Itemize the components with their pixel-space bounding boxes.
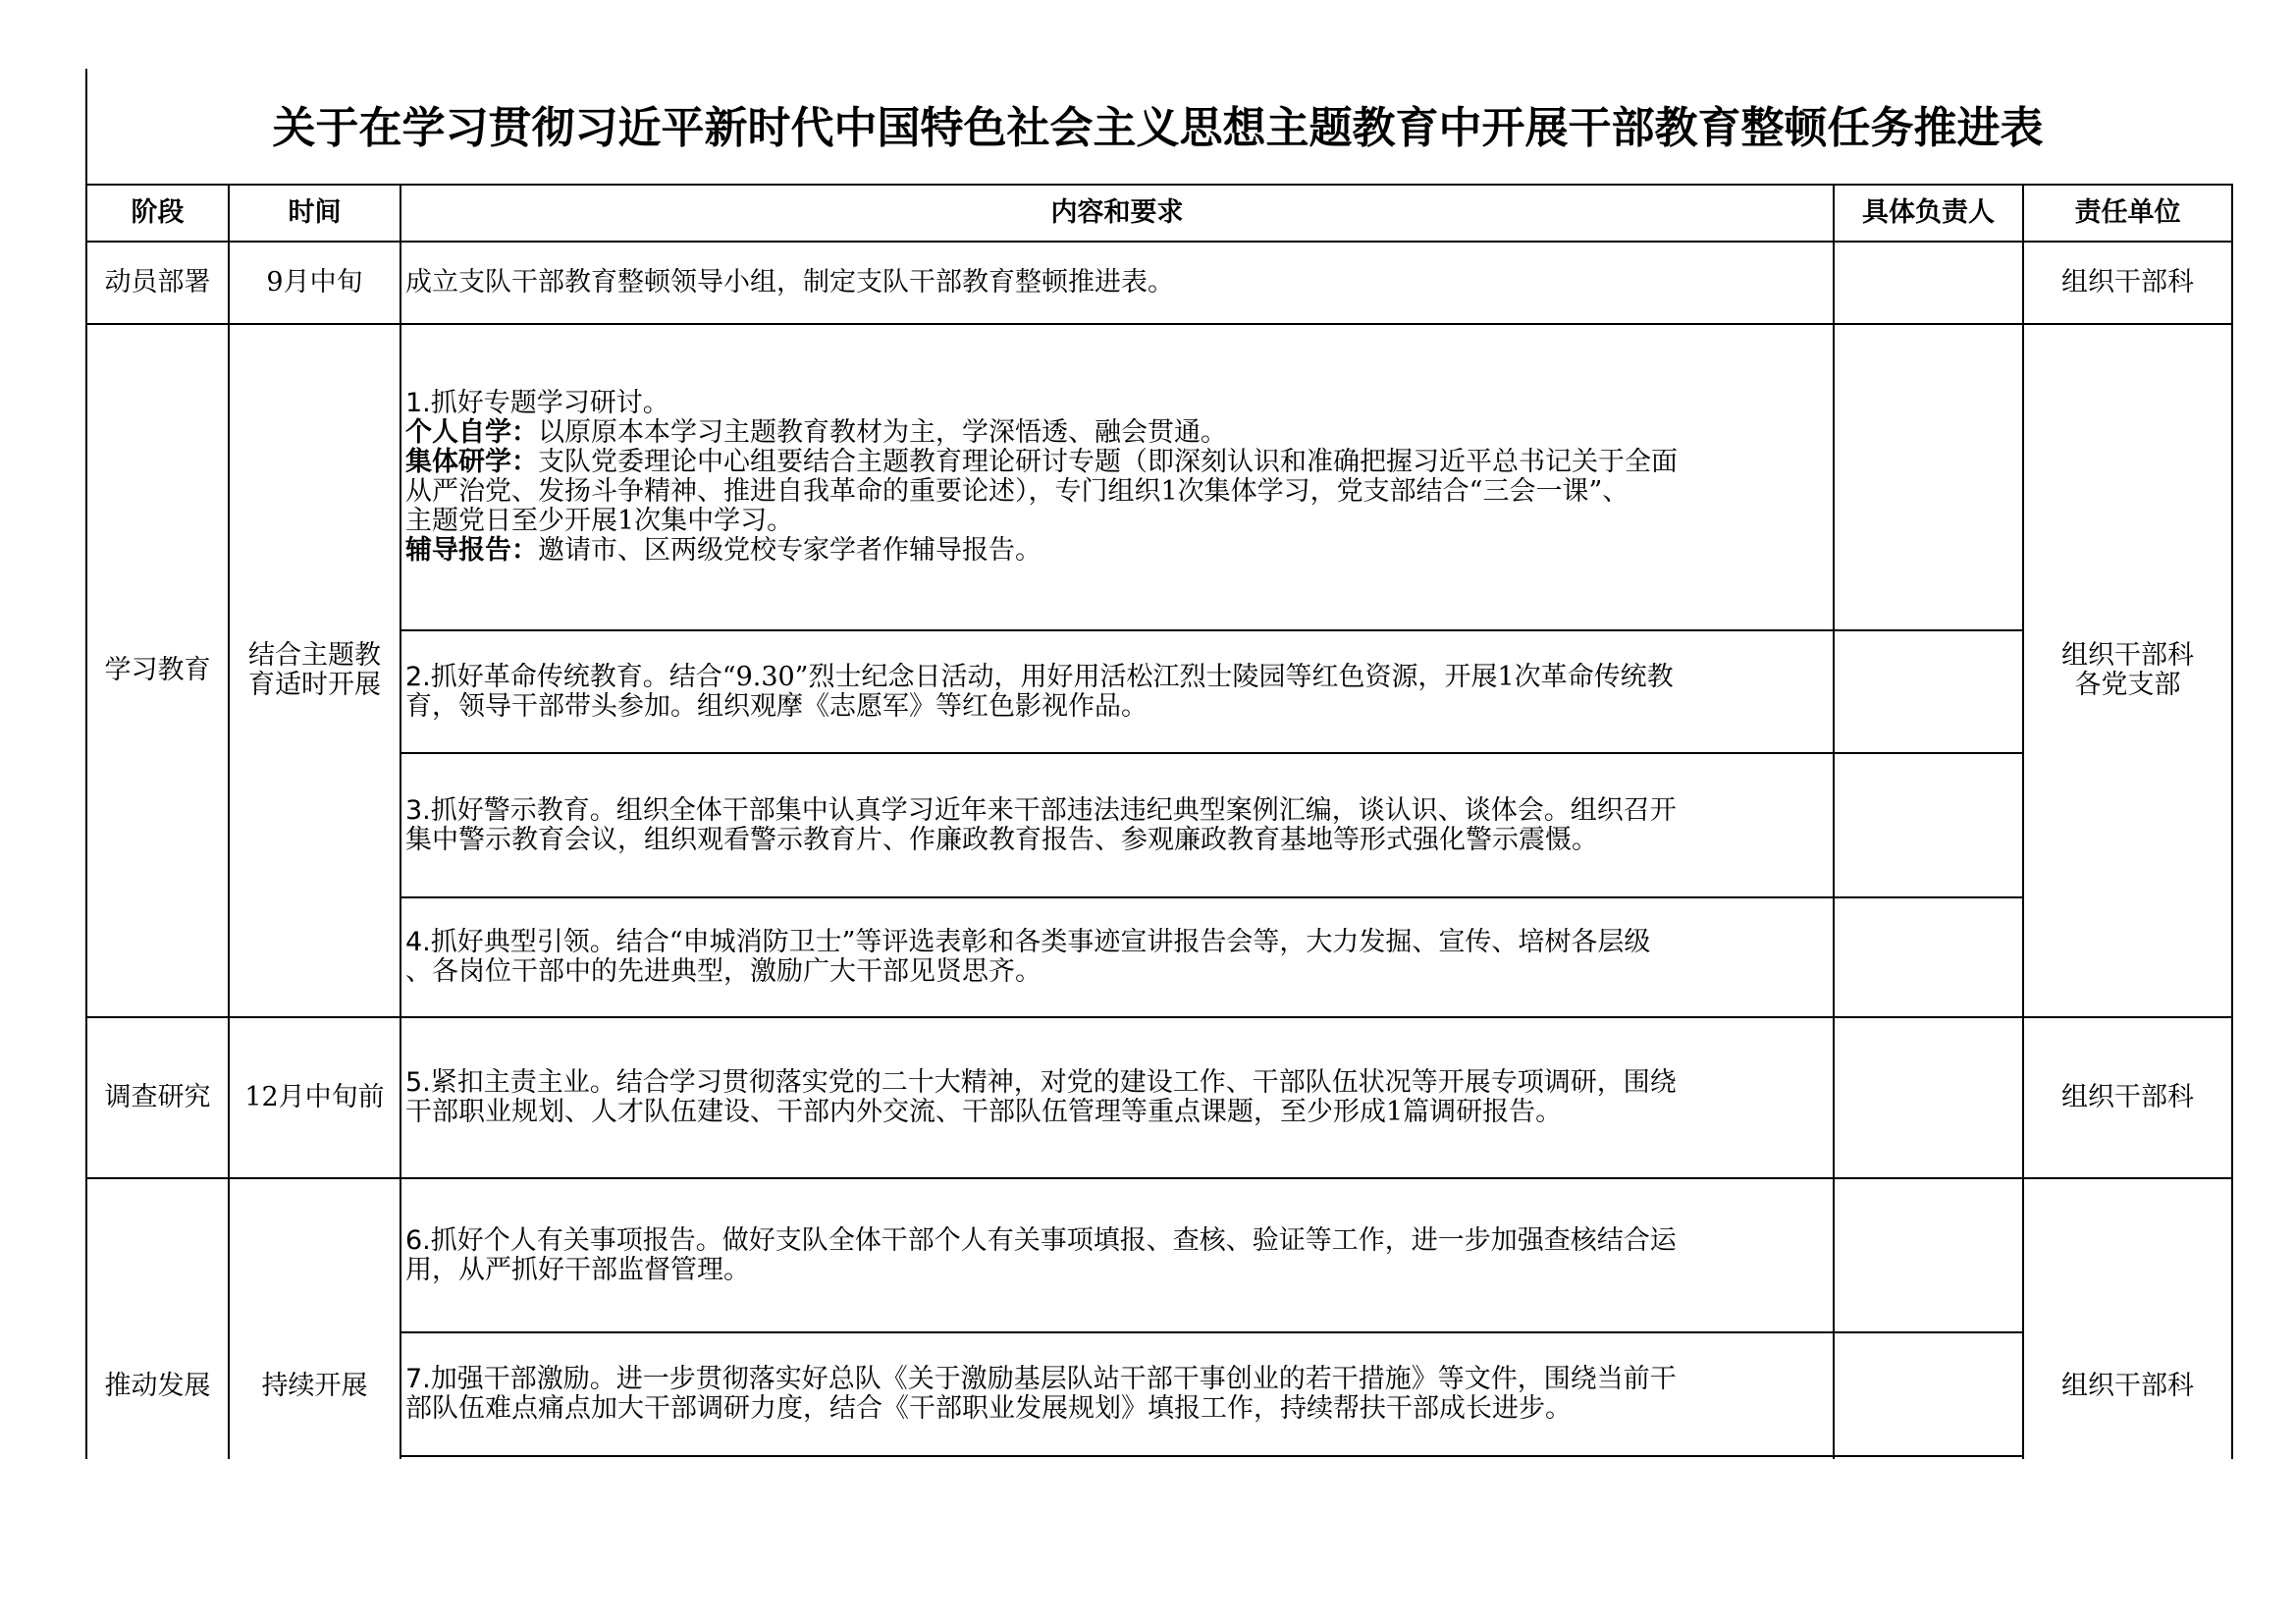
content-cell [400,1456,1834,1459]
content-line: 干部职业规划、人才队伍建设、干部内外交流、干部队伍管理等重点课题，至少形成1篇调研报告。 [405,1097,1563,1127]
content-line: 主题党日至少开展1次集中学习。 [405,506,794,536]
header-content: 内容和要求 [400,185,1834,242]
content-cell [400,897,1834,1017]
unit-cell-line: 组织干部科 [2061,640,2194,671]
content-line [405,1226,1829,1256]
time-cell: 9月中旬 [229,242,400,324]
item-text: 邀请市、区两级党校专家学者作辅导报告。 [538,535,1041,566]
stage-cell: 动员部署 [86,242,229,324]
stage-cell: 调查研究 [86,1017,229,1178]
content-line [405,536,1829,566]
content-line: 集中警示教育会议，组织观看警示教育片、作廉政教育报告、参观廉政教育基地等形式强化警示震慑。 [405,824,1598,855]
item-number: 1. [405,388,431,418]
content-cell [400,753,1834,897]
person-cell [1834,1017,2023,1178]
content-cell [400,630,1834,753]
content-line: 用，从严抓好干部监督管理。 [405,1254,750,1285]
unit-cell: 组织干部科 [2023,1017,2232,1178]
bold-label: 集体研学： [405,447,538,477]
content-line [405,928,1829,957]
unit-cell-line: 各党支部 [2074,670,2181,700]
item-text: 抓好革命传统教育。结合“9.30”烈士纪念日活动，用好用活松江烈士陵园等红色资源，开展1次革命传统教 [430,661,1674,692]
content-cell [400,1332,1834,1456]
header-person: 具体负责人 [1834,185,2023,242]
item-number: 7. [405,1364,431,1394]
stage-cell: 学习教育 [86,324,229,1017]
item-text: 紧扣主责主业。结合学习贯彻落实党的二十大精神，对党的建设工作、干部队伍状况等开展专项调研，围绕 [430,1067,1677,1098]
person-cell [1834,897,2023,1017]
bold-label: 个人自学： [405,417,538,448]
item-number: 6. [405,1224,431,1256]
table-row [86,630,2232,753]
content-cell [400,1017,1834,1178]
item-text: 抓好警示教育。组织全体干部集中认真学习近年来干部违法违纪典型案例汇编，谈认识、谈体会。组织召开 [430,794,1677,826]
task-table [85,184,2233,1459]
item-number: 2. [405,661,431,692]
item-text: 支队党委理论中心组要结合主题教育理论研讨专题（即深刻认识和准确把握习近平总书记关于全面 [538,447,1678,477]
table-row [86,897,2232,1017]
person-cell [1834,753,2023,897]
person-cell [1834,242,2023,324]
stage-cell: 推动发展 [86,1178,229,1459]
time-cell: 12月中旬前 [229,1017,400,1178]
content-line [405,418,1829,448]
unit-cell: 组织干部科 [2023,1178,2232,1459]
item-number: 3. [405,794,431,826]
table-row [86,1178,2232,1332]
table-row [86,1456,2232,1459]
header-unit: 责任单位 [2023,185,2232,242]
person-cell [1834,1332,2023,1456]
content-line [405,1068,1829,1098]
item-number: 4. [405,927,431,957]
time-cell: 持续开展 [229,1178,400,1459]
item-text: 以原原本本学习主题教育教材为主，学深悟透、融会贯通。 [538,417,1227,448]
document-title: 关于在学习贯彻习近平新时代中国特色社会主义思想主题教育中开展干部教育整顿任务推进表 [272,103,2044,153]
table-row [86,1017,2232,1178]
time-cell-line: 结合主题教 [248,640,381,671]
content-line [405,663,1829,692]
content-line [405,796,1829,826]
unit-cell [2023,324,2232,1017]
person-cell [1834,1456,2023,1459]
time-cell [229,324,400,1017]
table-row [86,324,2232,630]
table-row [86,242,2232,324]
content-line: 部队伍难点痛点加大干部调研力度，结合《干部职业发展规划》填报工作，持续帮扶干部成长进步。 [405,1393,1572,1424]
content-line [405,1365,1829,1394]
header-time: 时间 [229,185,400,242]
unit-cell: 组织干部科 [2023,242,2232,324]
bold-label: 辅导报告： [405,535,538,566]
item-text: 抓好个人有关事项报告。做好支队全体干部个人有关事项填报、查核、验证等工作，进一步加强查核结合运 [430,1224,1677,1256]
person-cell [1834,630,2023,753]
time-cell-line: 育适时开展 [248,670,381,700]
content-cell [400,324,1834,630]
content-line [405,389,1829,418]
item-number: 5. [405,1067,431,1098]
item-text: 抓好典型引领。结合“申城消防卫士”等评选表彰和各类事迹宣讲报告会等，大力发掘、宣传、培树各层级 [430,927,1651,957]
table-row [86,753,2232,897]
content-line: 、各岗位干部中的先进典型，激励广大干部见贤思齐。 [405,956,1041,987]
task-table-viewport [85,184,2235,1459]
content-line: 育，领导干部带头参加。组织观摩《志愿军》等红色影视作品。 [405,690,1148,722]
content-cell [400,1178,1834,1332]
person-cell [1834,324,2023,630]
header-stage: 阶段 [86,185,229,242]
table-header-row [86,185,2232,242]
item-text: 加强干部激励。进一步贯彻落实好总队《关于激励基层队站干部干事创业的若干措施》等文件，围绕当前干 [430,1364,1677,1394]
item-heading: 抓好专题学习研讨。 [430,388,669,418]
content-cell: 成立支队干部教育整顿领导小组，制定支队干部教育整顿推进表。 [400,242,1834,324]
content-line [405,448,1829,477]
person-cell [1834,1178,2023,1332]
table-row [86,1332,2232,1456]
content-line: 从严治党、发扬斗争精神、推进自我革命的重要论述），专门组织1次集体学习，党支部结合“三会一课”、 [405,476,1629,507]
